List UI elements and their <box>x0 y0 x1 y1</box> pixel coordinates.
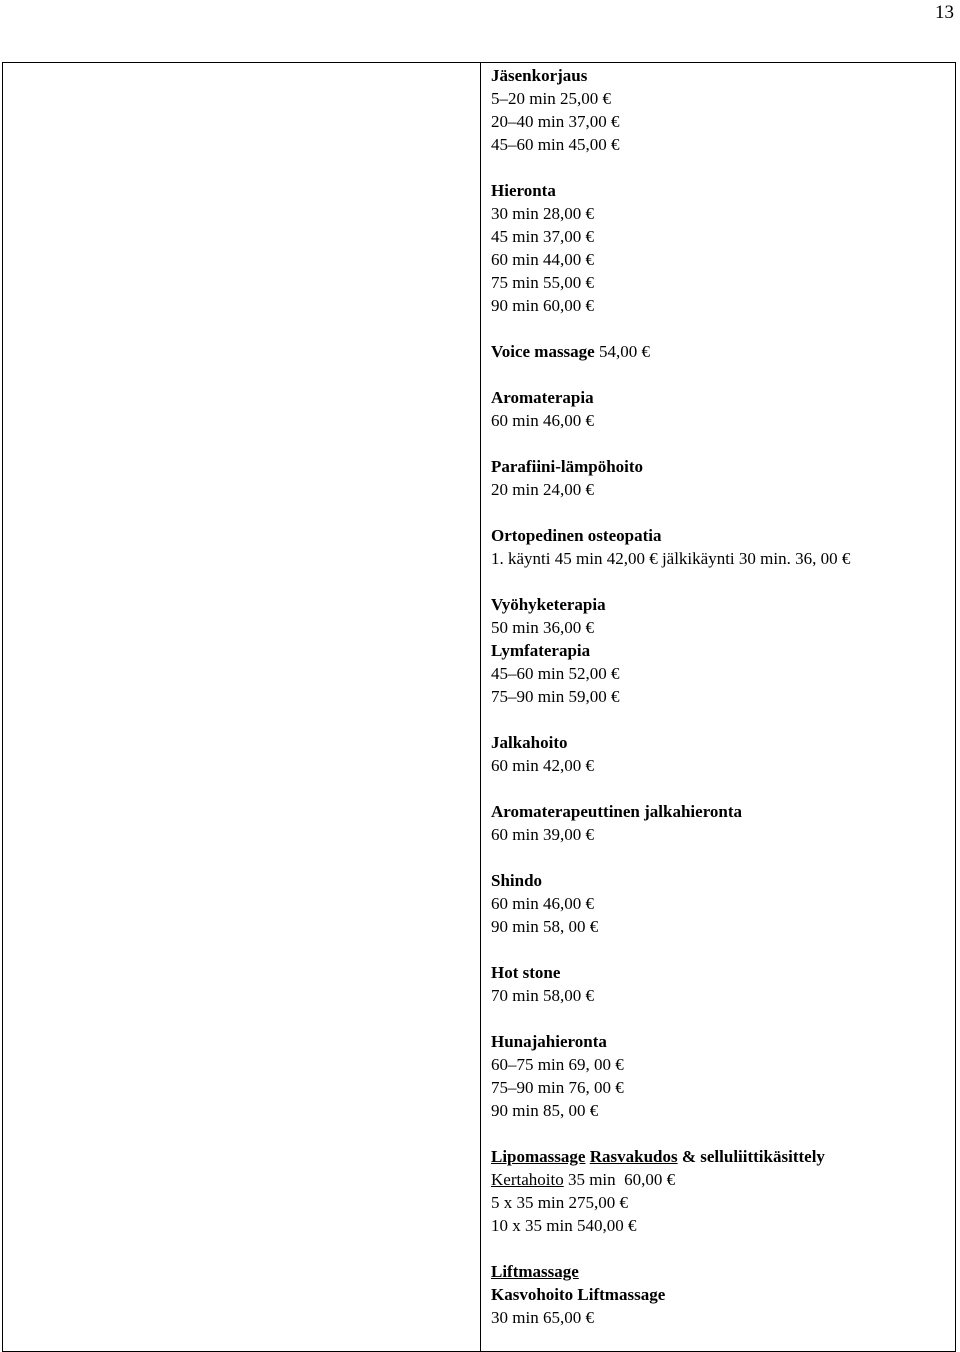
section-voice-massage <box>491 340 951 363</box>
liftmassage-link[interactable]: Liftmassage <box>491 1262 579 1281</box>
section-title: Vyöhyketerapia <box>491 595 606 614</box>
section-lymfaterapia <box>491 639 951 708</box>
price-line: 70 min 58,00 € <box>491 986 594 1005</box>
price-line: 5 x 35 min 275,00 € <box>491 1193 628 1212</box>
price-line: 1. käynti 45 min 42,00 € jälkikäynti 30 min. 36, 00 € <box>491 549 851 568</box>
section-title <box>491 1145 951 1168</box>
section-vyohyketerapia <box>491 593 951 639</box>
section-hunajahieronta <box>491 1030 951 1122</box>
section-title: Jalkahoito <box>491 733 568 752</box>
price-line: 60 min 42,00 € <box>491 756 594 775</box>
section-title: Aromaterapeuttinen jalkahieronta <box>491 802 743 821</box>
lipomassage-link[interactable]: Lipomassage <box>491 1147 586 1166</box>
rasvakudos-link[interactable]: Rasvakudos <box>589 1147 678 1166</box>
title-suffix: & selluliittikäsittely <box>681 1147 825 1166</box>
section-hot-stone <box>491 961 951 1007</box>
price-value: 54,00 € <box>598 342 650 361</box>
price-line: 75 min 55,00 € <box>491 273 594 292</box>
price-line: 75–90 min 76, 00 € <box>491 1078 624 1097</box>
section-title: Hieronta <box>491 181 556 200</box>
price-line: 60 min 39,00 € <box>491 825 594 844</box>
section-osteopatia <box>491 524 951 570</box>
price-line: 10 x 35 min 540,00 € <box>491 1216 637 1235</box>
section-title: Hunajahieronta <box>491 1032 607 1051</box>
section-aromaterapia <box>491 386 951 432</box>
price-line: 30 min 65,00 € <box>491 1308 594 1327</box>
price-line: 60 min 46,00 € <box>491 411 594 430</box>
price-value: 35 min 60,00 € <box>567 1170 676 1189</box>
price-list <box>491 64 951 1352</box>
section-title: Shindo <box>491 871 543 890</box>
column-divider <box>480 62 481 1352</box>
price-line: 30 min 28,00 € <box>491 204 594 223</box>
section-title: Hot stone <box>491 963 561 982</box>
section-title: Voice massage <box>491 342 595 361</box>
price-line <box>491 340 951 363</box>
section-lipomassage <box>491 1145 951 1237</box>
section-subtitle: Kasvohoito Liftmassage <box>491 1285 666 1304</box>
price-line: 5–20 min 25,00 € <box>491 89 611 108</box>
kertahoito-link[interactable]: Kertahoito <box>491 1170 564 1189</box>
section-title: Lymfaterapia <box>491 641 591 660</box>
price-line: 90 min 85, 00 € <box>491 1101 599 1120</box>
page-number: 13 <box>935 2 954 23</box>
section-title: Aromaterapia <box>491 388 594 407</box>
section-title: Parafiini-lämpöhoito <box>491 457 644 476</box>
section-title: Ortopedinen osteopatia <box>491 526 662 545</box>
section-parafiini <box>491 455 951 501</box>
price-line <box>491 1168 951 1191</box>
section-jasenkorjaus <box>491 64 951 156</box>
section-shindo <box>491 869 951 938</box>
section-aromaterapeuttinen <box>491 800 951 846</box>
price-line: 90 min 58, 00 € <box>491 917 599 936</box>
section-hieronta <box>491 179 951 317</box>
price-line: 90 min 60,00 € <box>491 296 594 315</box>
price-line: 20–40 min 37,00 € <box>491 112 620 131</box>
price-line: 20 min 24,00 € <box>491 480 594 499</box>
price-line: 60–75 min 69, 00 € <box>491 1055 624 1074</box>
section-liftmassage <box>491 1260 951 1329</box>
section-title: Jäsenkorjaus <box>491 66 588 85</box>
price-line: 50 min 36,00 € <box>491 618 594 637</box>
price-line: 45 min 37,00 € <box>491 227 594 246</box>
price-line: 75–90 min 59,00 € <box>491 687 620 706</box>
section-jalkahoito <box>491 731 951 777</box>
price-line: 45–60 min 45,00 € <box>491 135 620 154</box>
price-line: 60 min 46,00 € <box>491 894 594 913</box>
price-line: 45–60 min 52,00 € <box>491 664 620 683</box>
price-line: 60 min 44,00 € <box>491 250 594 269</box>
